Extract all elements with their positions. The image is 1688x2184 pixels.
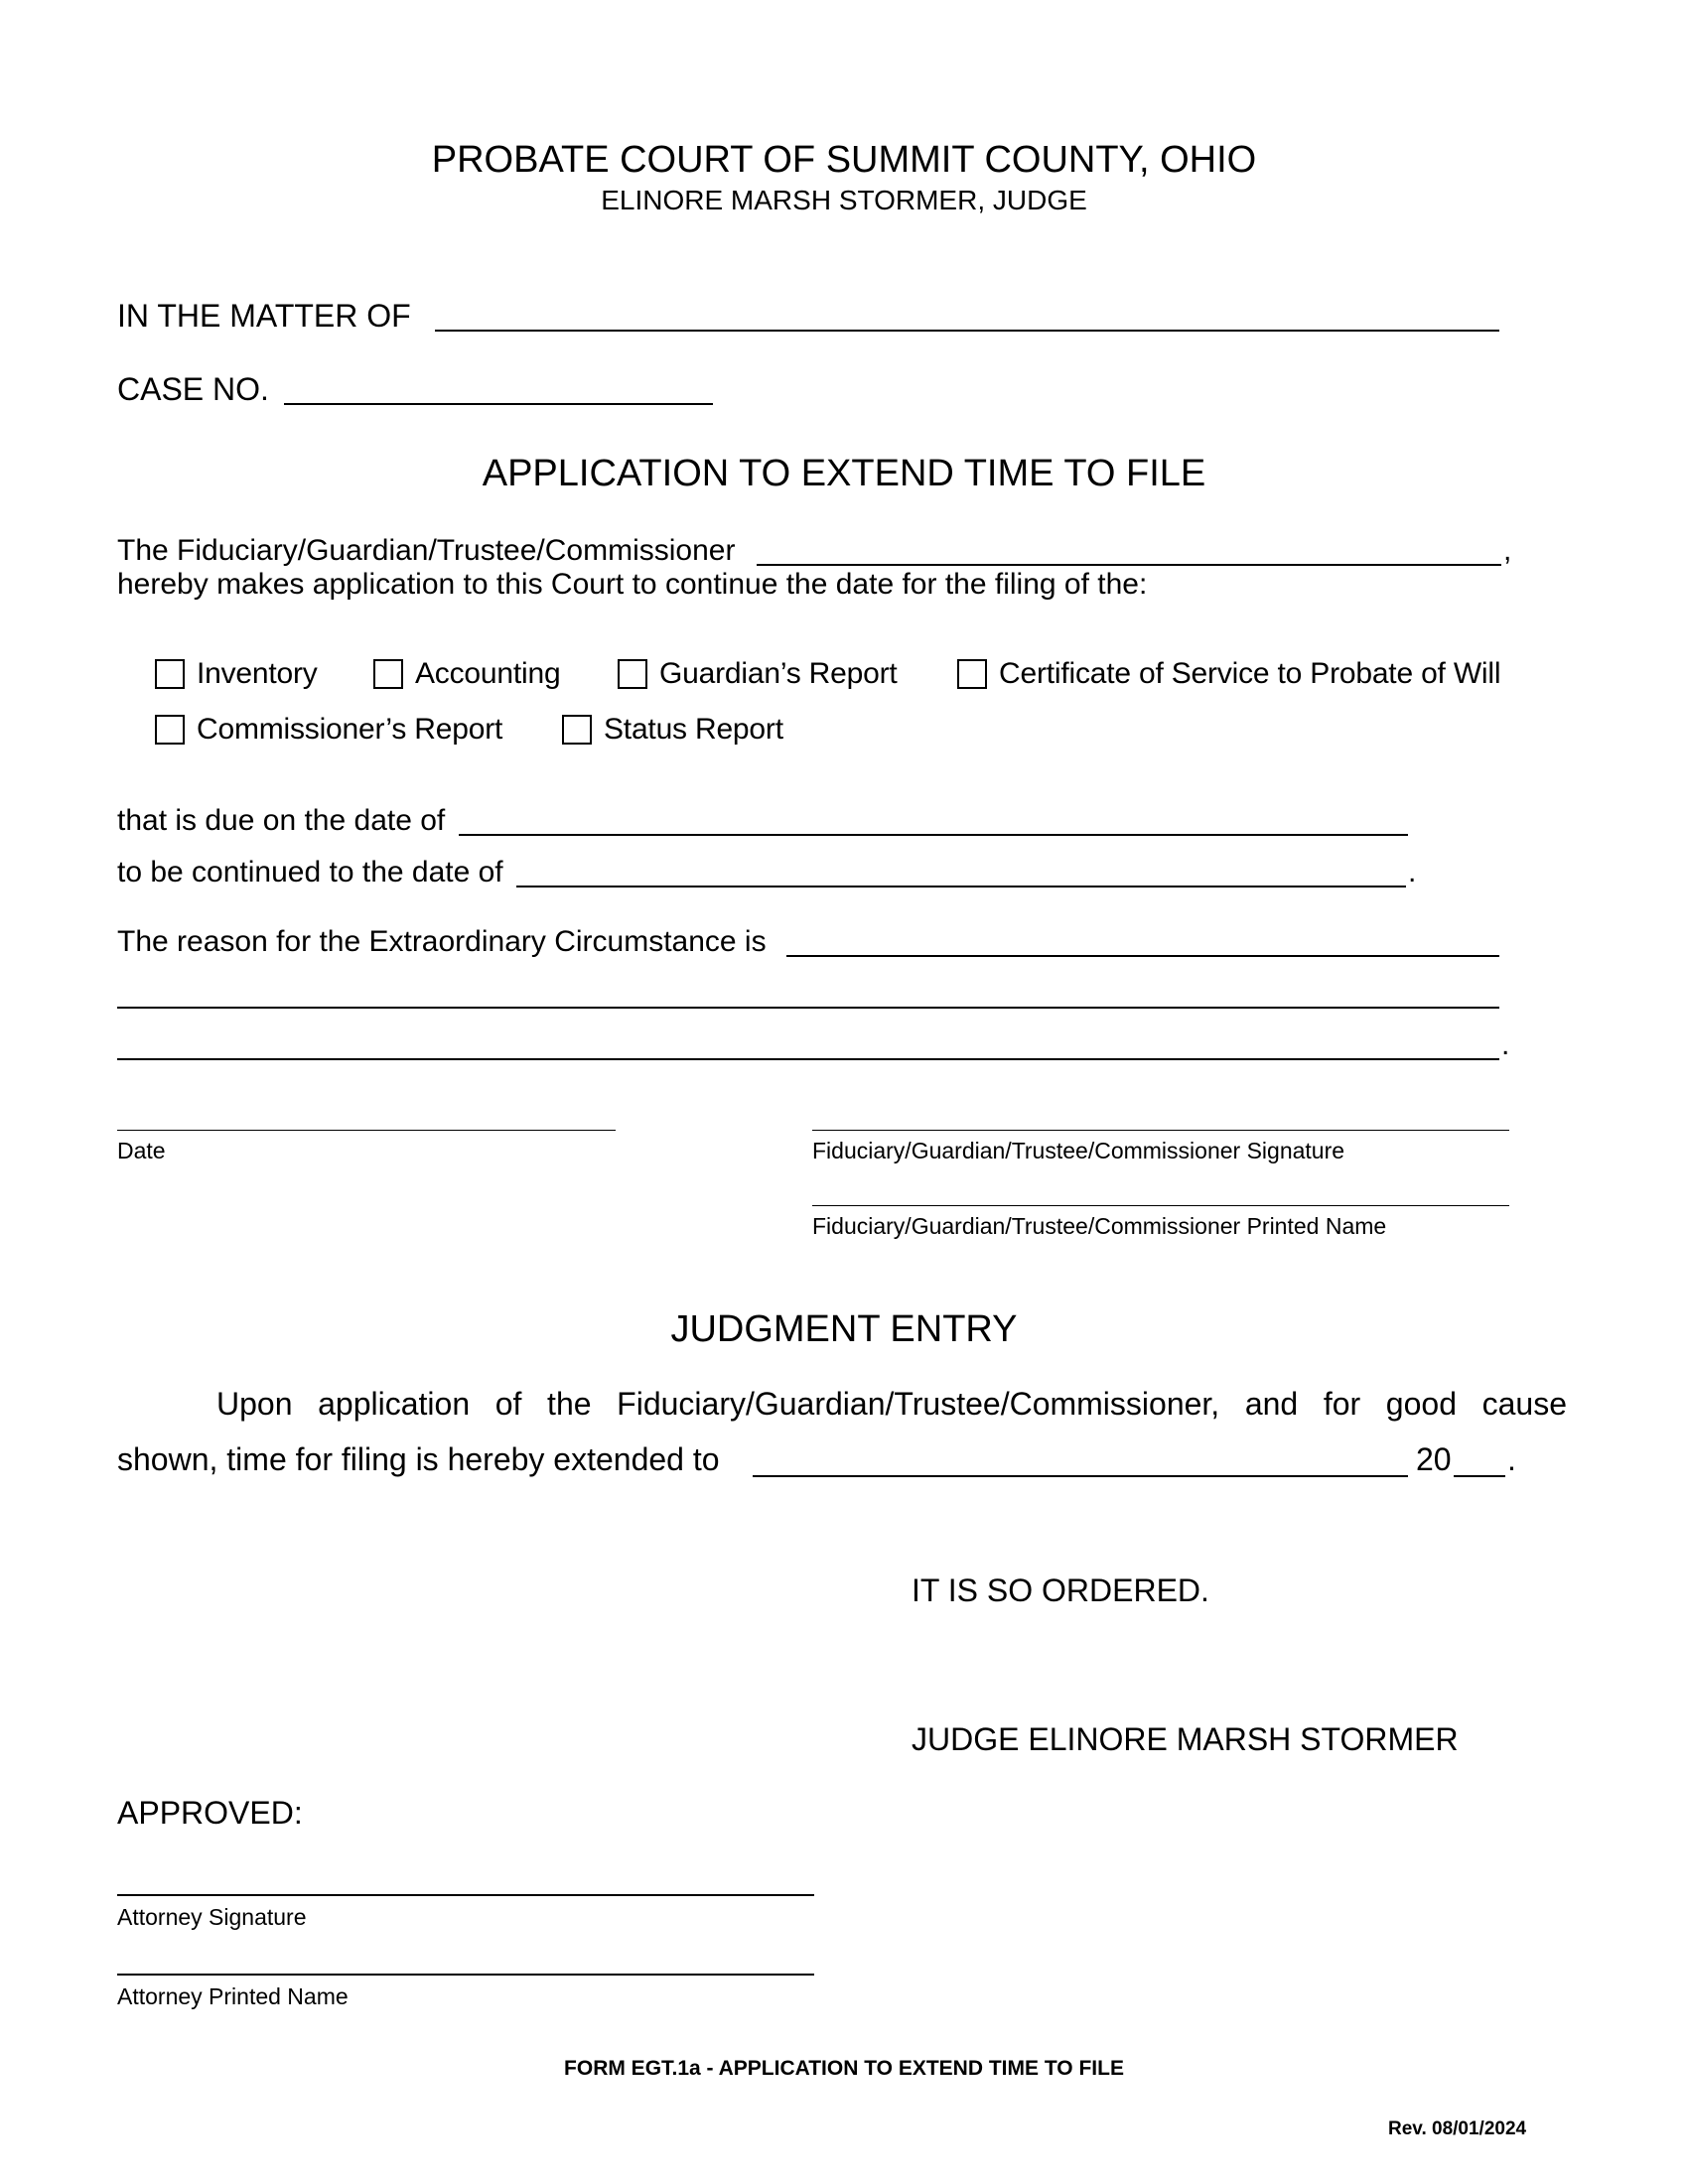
attorney-signature-field[interactable] <box>117 1894 814 1896</box>
judgment-title: JUDGMENT ENTRY <box>670 1308 1018 1350</box>
fiduciary-signature-field[interactable] <box>812 1130 1509 1131</box>
checkbox-label: Certificate of Service to Probate of Will <box>999 657 1501 690</box>
checkbox-guardians-report[interactable] <box>618 657 898 691</box>
attorney-printed-name-caption: Attorney Printed Name <box>117 1983 349 2009</box>
judge-subtitle: ELINORE MARSH STORMER, JUDGE <box>601 185 1087 215</box>
fiduciary-printed-name-caption: Fiduciary/Guardian/Trustee/Commissioner Printed Name <box>812 1213 1387 1239</box>
checkbox-box[interactable] <box>562 715 592 745</box>
fiduciary-printed-name-field[interactable] <box>812 1205 1509 1206</box>
attorney-printed-name-field[interactable] <box>117 1974 814 1976</box>
reason-period: . <box>1501 1028 1510 1061</box>
checkbox-box[interactable] <box>155 659 185 689</box>
reason-field-line-3[interactable] <box>117 1058 1499 1060</box>
checkbox-box[interactable] <box>618 659 647 689</box>
application-title: APPLICATION TO EXTEND TIME TO FILE <box>482 453 1206 494</box>
attorney-signature-caption: Attorney Signature <box>117 1904 307 1930</box>
reason-field-line-2[interactable] <box>117 1007 1499 1009</box>
matter-field[interactable] <box>435 330 1499 332</box>
date-caption: Date <box>117 1138 166 1163</box>
checkbox-certificate-of-service[interactable] <box>957 657 1500 691</box>
checkbox-inventory[interactable] <box>155 657 318 691</box>
case-number-field[interactable] <box>284 403 713 405</box>
extended-date-field[interactable] <box>753 1475 1408 1477</box>
checkbox-label: Status Report <box>604 713 783 746</box>
year-field[interactable] <box>1454 1475 1505 1477</box>
due-date-label: that is due on the date of <box>117 804 446 837</box>
judgment-text-line-2: shown, time for filing is hereby extended to <box>117 1441 720 1477</box>
revision-date: Rev. 08/01/2024 <box>1388 2118 1527 2139</box>
checkbox-box[interactable] <box>155 715 185 745</box>
court-title: PROBATE COURT OF SUMMIT COUNTY, OHIO <box>431 139 1257 181</box>
year-period: . <box>1507 1441 1516 1477</box>
form-name-footer: FORM EGT.1a - APPLICATION TO EXTEND TIME TO FILE <box>564 2057 1124 2080</box>
checkbox-label: Accounting <box>415 657 561 690</box>
reason-label: The reason for the Extraordinary Circumstance is <box>117 925 767 958</box>
fiduciary-name-field[interactable] <box>757 564 1501 566</box>
checkbox-label: Guardian’s Report <box>659 657 898 690</box>
reason-field-line-1[interactable] <box>786 955 1499 957</box>
fiduciary-comma: , <box>1503 534 1512 567</box>
year-prefix: 20 <box>1416 1441 1452 1477</box>
date-field[interactable] <box>117 1130 616 1131</box>
checkbox-label: Inventory <box>197 657 318 690</box>
due-date-field[interactable] <box>459 834 1408 836</box>
fiduciary-signature-caption: Fiduciary/Guardian/Trustee/Commissioner Signature <box>812 1138 1345 1163</box>
checkbox-label: Commissioner’s Report <box>197 713 503 746</box>
case-number-label: CASE NO. <box>117 371 269 407</box>
checkbox-status-report[interactable] <box>562 713 783 747</box>
checkbox-box[interactable] <box>373 659 403 689</box>
request-text: hereby makes application to this Court to continue the date for the filing of the: <box>117 568 1148 601</box>
judge-signature-name: JUDGE ELINORE MARSH STORMER <box>912 1721 1459 1757</box>
fiduciary-label: The Fiduciary/Guardian/Trustee/Commissioner <box>117 534 736 567</box>
so-ordered: IT IS SO ORDERED. <box>912 1572 1209 1608</box>
checkbox-box[interactable] <box>957 659 987 689</box>
judgment-text-line-1: Upon application of the Fiduciary/Guardian/Trustee/Commissioner, and for good cause <box>216 1386 1567 1422</box>
matter-label: IN THE MATTER OF <box>117 298 411 334</box>
approved-label: APPROVED: <box>117 1795 303 1831</box>
continued-date-label: to be continued to the date of <box>117 856 503 888</box>
checkbox-commissioners-report[interactable] <box>155 713 502 747</box>
continued-date-field[interactable] <box>516 886 1406 887</box>
checkbox-accounting[interactable] <box>373 657 560 691</box>
continued-period: . <box>1408 856 1417 888</box>
